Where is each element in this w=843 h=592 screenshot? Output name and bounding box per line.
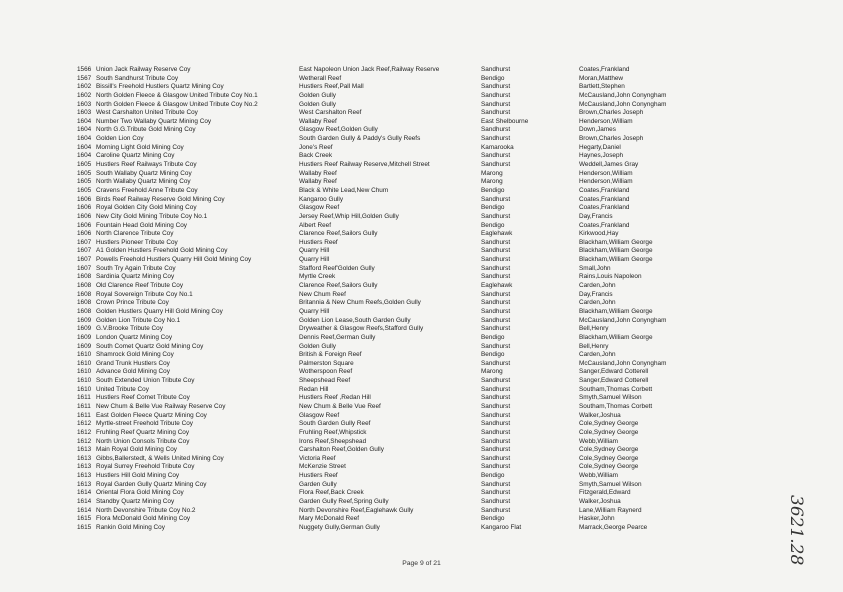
row-location: Mary McDonald Reef <box>299 515 360 523</box>
row-district: Sandhurst <box>481 135 511 143</box>
row-number: 1612 <box>77 428 92 436</box>
row-district: Sandhurst <box>481 420 511 428</box>
row-number: 1606 <box>77 230 92 238</box>
row-number: 1604 <box>77 126 92 134</box>
row-number: 1603 <box>77 100 92 108</box>
row-owner: Bell,Henry <box>579 342 609 350</box>
row-district: Bendigo <box>481 472 505 480</box>
row-number: 1608 <box>77 307 92 315</box>
row-company-name: Birds Reef Railway Reserve Gold Mining Coy <box>96 195 225 203</box>
row-number: 1611 <box>77 394 91 402</box>
row-district: Sandhurst <box>481 100 511 108</box>
row-location: Hustlers Reef Railway Reserve,Mitchell Street <box>299 161 430 169</box>
row-location: Carshalton Reef,Golden Gully <box>299 446 384 454</box>
row-owner: McCausland,John Conyngham <box>579 316 667 324</box>
row-company-name: South Comet Quartz Gold Mining Coy <box>96 342 204 350</box>
row-location: Quarry Hill <box>299 256 330 264</box>
row-number: 1610 <box>77 377 92 385</box>
row-district: Kamarooka <box>481 143 514 151</box>
row-number: 1611 <box>77 402 91 410</box>
row-location: New Chum & Belle Vue Reef <box>299 402 381 410</box>
row-district: Kangaroo Flat <box>481 523 522 531</box>
row-company-name: North Clarence Tribute Coy <box>96 230 174 238</box>
row-company-name: Advance Gold Mining Coy <box>96 368 170 376</box>
row-owner: Brown,Charles Joseph <box>579 109 644 117</box>
row-location: Quarry Hill <box>299 247 330 255</box>
row-company-name: North Union Consols Tribute Coy <box>96 437 190 445</box>
row-company-name: Fountain Head Gold Mining Coy <box>96 221 187 229</box>
row-owner: Cole,Sydney George <box>579 454 639 462</box>
row-district: Sandhurst <box>481 394 511 402</box>
row-company-name: Number Two Wallaby Quartz Mining Coy <box>96 117 212 125</box>
row-company-name: A1 Golden Hustlers Freehold Gold Mining Coy <box>96 247 228 255</box>
row-company-name: North Golden Fleece & Glasgow United Tribute Coy No.1 <box>96 91 258 99</box>
row-district: Sandhurst <box>481 480 511 488</box>
row-number: 1613 <box>77 472 92 480</box>
row-location: Quarry Hill <box>299 307 330 315</box>
row-owner: Webb,William <box>579 437 618 445</box>
row-owner: Hasker,John <box>579 515 615 523</box>
row-owner: Southam,Thomas Corbett <box>579 385 653 393</box>
row-owner: Henderson,William <box>579 169 633 177</box>
row-district: Sandhurst <box>481 437 511 445</box>
row-number: 1606 <box>77 204 92 212</box>
row-company-name: Golden Lion Tribute Coy No.1 <box>96 316 181 324</box>
row-owner: Sanger,Edward Cotterell <box>579 368 649 376</box>
row-district: East Shelbourne <box>481 117 529 125</box>
row-owner: Cole,Sydney George <box>579 446 639 454</box>
row-company-name: North Devonshire Tribute Coy No.2 <box>96 506 196 514</box>
row-owner: Southam,Thomas Corbett <box>579 402 653 410</box>
row-location: Britannia & New Chum Reefs,Golden Gully <box>299 299 421 307</box>
row-number: 1605 <box>77 161 92 169</box>
row-location: Stafford Reef'Golden Gully <box>299 264 375 272</box>
row-company-name: Royal Golden City Gold Mining Coy <box>96 204 197 212</box>
row-number: 1609 <box>77 333 92 341</box>
row-owner: Cole,Sydney George <box>579 463 639 471</box>
row-number: 1610 <box>77 351 92 359</box>
row-location: Hustlers Reef,Pall Mall <box>299 83 364 91</box>
row-district: Sandhurst <box>481 316 511 324</box>
row-owner: Lane,William Raynerd <box>579 506 642 514</box>
row-company-name: Cravens Freehold Anne Tribute Coy <box>96 186 198 194</box>
row-location: West Carshalton Reef <box>299 109 362 117</box>
row-owner: Henderson,William <box>579 117 633 125</box>
row-number: 1614 <box>77 498 92 506</box>
row-number: 1608 <box>77 282 92 290</box>
row-district: Sandhurst <box>481 152 511 160</box>
row-district: Sandhurst <box>481 212 511 220</box>
row-district: Marong <box>481 368 503 376</box>
column-district <box>481 66 528 533</box>
row-owner: Coates,Frankland <box>579 66 630 73</box>
row-owner: Down,James <box>579 126 616 134</box>
row-location: Flora Reef,Back Creek <box>299 489 364 497</box>
row-owner: Coates,Frankland <box>579 186 630 194</box>
row-location: Wallaby Reef <box>299 117 337 125</box>
row-owner: Day,Francis <box>579 290 613 298</box>
row-location: Albert Reef <box>299 221 331 229</box>
row-owner: Blackham,William George <box>579 333 653 341</box>
page-footer: Page 9 of 21 <box>402 560 441 567</box>
row-district: Bendigo <box>481 74 505 82</box>
row-owner: Webb,William <box>579 472 618 480</box>
row-owner: Moran,Matthew <box>579 74 624 82</box>
row-company-name: South Wallaby Quartz Mining Coy <box>96 169 192 177</box>
row-district: Sandhurst <box>481 273 511 281</box>
row-district: Sandhurst <box>481 307 511 315</box>
row-location: Palmerston Square <box>299 359 354 367</box>
row-district: Bendigo <box>481 351 505 359</box>
row-company-name: Flora McDonald Gold Mining Coy <box>96 515 191 523</box>
row-district: Sandhurst <box>481 385 511 393</box>
row-owner: Blackham,William George <box>579 256 653 264</box>
row-company-name: Main Royal Gold Mining Coy <box>96 446 177 454</box>
row-location: New Chum Reef <box>299 290 346 298</box>
row-location: Jersey Reef,Whip Hill,Golden Gully <box>299 212 399 220</box>
row-company-name: Golden Hustlers Quarry Hill Gold Mining Coy <box>96 307 223 315</box>
row-owner: Sanger,Edward Cotterell <box>579 377 649 385</box>
row-location: Golden Lion Lease,South Garden Gully <box>299 316 411 324</box>
row-company-name: South Extended Union Tribute Coy <box>96 377 195 385</box>
row-company-name: Bissill's Freehold Hustlers Quartz Mining Coy <box>96 83 224 91</box>
row-number: 1615 <box>77 523 92 531</box>
row-district: Eaglehawk <box>481 230 513 238</box>
row-company-name: Royal Sovereign Tribute Coy No.1 <box>96 290 193 298</box>
row-district: Sandhurst <box>481 161 511 169</box>
row-location: Clarence Reef,Sailors Gully <box>299 282 378 290</box>
row-company-name: Union Jack Railway Reserve Coy <box>96 66 191 73</box>
row-company-name: Oriental Flora Gold Mining Coy <box>96 489 184 497</box>
row-district: Sandhurst <box>481 377 511 385</box>
row-location: Hustlers Reef ,Redan Hill <box>299 394 371 402</box>
row-location: East Napoleon Union Jack Reef,Railway Reserve <box>299 66 440 73</box>
row-district: Sandhurst <box>481 126 511 134</box>
row-company-name: Royal Surrey Freehold Tribute Coy <box>96 463 195 471</box>
row-number: 1613 <box>77 480 92 488</box>
row-company-name: Royal Garden Gully Quartz Mining Coy <box>96 480 207 488</box>
row-district: Sandhurst <box>481 91 511 99</box>
row-owner: Haynes,Joseph <box>579 152 624 160</box>
row-district: Bendigo <box>481 515 505 523</box>
row-owner: McCausland,John Conyngham <box>579 100 667 108</box>
row-company-name: Hustlers Reef Railways Tribute Coy <box>96 161 197 169</box>
row-number: 1608 <box>77 273 92 281</box>
row-district: Sandhurst <box>481 402 511 410</box>
row-owner: Carden,John <box>579 351 616 359</box>
row-location: Back Creek <box>299 152 333 160</box>
column-company-name <box>96 66 258 533</box>
row-company-name: Gibbs,Ballerstedt, & Wells United Mining Coy <box>96 454 224 462</box>
row-owner: Walker,Joshua <box>579 498 621 506</box>
row-owner: Cole,Sydney George <box>579 420 639 428</box>
row-location: Dryweather & Glasgow Reefs,Stafford Gully <box>299 325 424 333</box>
row-location: North Devonshire Reef,Eaglehawk Gully <box>299 506 414 514</box>
row-location: Myrtle Creek <box>299 273 336 281</box>
row-location: Wotherspoon Reef <box>299 368 353 376</box>
row-number: 1609 <box>77 316 92 324</box>
row-district: Sandhurst <box>481 66 511 73</box>
row-number: 1607 <box>77 238 92 246</box>
row-owner: Small,John <box>579 264 611 272</box>
row-location: Glasgow Reef,Golden Gully <box>299 126 378 134</box>
row-owner: Blackham,William George <box>579 238 653 246</box>
row-district: Bendigo <box>481 186 505 194</box>
row-owner: Henderson,William <box>579 178 633 186</box>
row-location: Garden Gully Reef,Spring Gully <box>299 498 389 506</box>
row-location: Fruhling Reef,Whipstick <box>299 428 367 436</box>
row-owner: Weddell,James Gray <box>579 161 639 169</box>
row-owner: Brown,Charles Joseph <box>579 135 644 143</box>
row-company-name: East Golden Fleece Quartz Mining Coy <box>96 411 207 419</box>
row-district: Sandhurst <box>481 109 511 117</box>
row-company-name: North Golden Fleece & Glasgow United Tribute Coy No.2 <box>96 100 258 108</box>
row-location: Golden Gully <box>299 342 336 350</box>
row-owner: Cole,Sydney George <box>579 428 639 436</box>
row-company-name: South Sandhurst Tribute Coy <box>96 74 179 82</box>
row-number: 1566 <box>77 66 92 73</box>
row-district: Sandhurst <box>481 506 511 514</box>
row-number: 1614 <box>77 489 92 497</box>
row-district: Sandhurst <box>481 325 511 333</box>
row-number: 1610 <box>77 368 92 376</box>
row-location: Garden Gully <box>299 480 337 488</box>
row-district: Eaglehawk <box>481 282 513 290</box>
row-owner: Smyth,Samuel Wilson <box>579 394 642 402</box>
row-district: Sandhurst <box>481 195 511 203</box>
row-location: McKenzie Street <box>299 463 346 471</box>
row-company-name: Caroline Quartz Mining Coy <box>96 152 175 160</box>
row-number: 1604 <box>77 117 92 125</box>
row-number: 1612 <box>77 420 92 428</box>
row-number: 1609 <box>77 325 92 333</box>
row-district: Marong <box>481 169 503 177</box>
row-owner: Bell,Henry <box>579 325 609 333</box>
row-owner: Carden,John <box>579 282 616 290</box>
row-owner: Day,Francis <box>579 212 613 220</box>
row-district: Sandhurst <box>481 83 511 91</box>
row-district: Sandhurst <box>481 299 511 307</box>
row-owner: Marrack,George Pearce <box>579 523 648 531</box>
row-owner: Hegarty,Daniel <box>579 143 621 151</box>
column-location <box>299 66 439 533</box>
row-number: 1603 <box>77 109 92 117</box>
row-number: 1602 <box>77 91 92 99</box>
row-district: Sandhurst <box>481 264 511 272</box>
row-location: Victoria Reef <box>299 454 336 462</box>
column-owner <box>579 66 666 533</box>
row-number: 1606 <box>77 221 92 229</box>
row-company-name: South Try Again Tribute Coy <box>96 264 176 272</box>
row-location: Glasgow Reef <box>299 411 340 419</box>
row-company-name: Hustlers Pioneer Tribute Coy <box>96 238 178 246</box>
row-company-name: Sardinia Quartz Mining Coy <box>96 273 175 281</box>
row-owner: Kirkwood,Hay <box>579 230 619 238</box>
row-company-name: Hustlers Reef Comet Tribute Coy <box>96 394 190 402</box>
row-company-name: Rankin Gold Mining Coy <box>96 523 165 531</box>
row-company-name: Standby Quartz Mining Coy <box>96 498 175 506</box>
row-location: Wetherall Reef <box>299 74 342 82</box>
row-number: 1608 <box>77 299 92 307</box>
row-owner: Blackham,William George <box>579 307 653 315</box>
row-district: Sandhurst <box>481 428 511 436</box>
row-company-name: Golden Lion Coy <box>96 135 144 143</box>
row-location: Golden Gully <box>299 91 336 99</box>
row-owner: Carden,John <box>579 299 616 307</box>
row-district: Sandhurst <box>481 256 511 264</box>
row-number: 1604 <box>77 135 92 143</box>
row-company-name: United Tribute Coy <box>96 385 149 393</box>
row-location: Wallaby Reef <box>299 169 337 177</box>
row-number: 1611 <box>77 411 91 419</box>
row-company-name: Crown Prince Tribute Coy <box>96 299 169 307</box>
row-company-name: Morning Light Gold Mining Coy <box>96 143 184 151</box>
row-district: Sandhurst <box>481 359 511 367</box>
row-owner: McCausland,John Conyngham <box>579 91 667 99</box>
handwritten-annotation: 3621.28 <box>786 495 806 566</box>
column-number <box>77 66 91 533</box>
row-owner: Smyth,Samuel Wilson <box>579 480 642 488</box>
row-location: Nuggety Gully,German Gully <box>299 523 380 531</box>
row-company-name: North Wallaby Quartz Mining Coy <box>96 178 191 186</box>
row-number: 1610 <box>77 359 92 367</box>
row-owner: Coates,Frankland <box>579 221 630 229</box>
row-number: 1613 <box>77 446 92 454</box>
row-owner: Walker,Joshua <box>579 411 621 419</box>
row-district: Bendigo <box>481 333 505 341</box>
row-company-name: North G.G.Tribute Gold Mining Coy <box>96 126 196 134</box>
row-district: Sandhurst <box>481 247 511 255</box>
row-number: 1607 <box>77 256 92 264</box>
row-company-name: New City Gold Mining Tribute Coy No.1 <box>96 212 208 220</box>
row-location: Irons Reef,Sheepshead <box>299 437 367 445</box>
row-company-name: Fruhling Reef Quartz Mining Coy <box>96 428 190 436</box>
row-location: Glasgow Reef <box>299 204 340 212</box>
row-owner: Rains,Louis Napoleon <box>579 273 642 281</box>
row-number: 1613 <box>77 454 92 462</box>
row-number: 1607 <box>77 264 92 272</box>
row-number: 1605 <box>77 169 92 177</box>
row-district: Sandhurst <box>481 238 511 246</box>
row-company-name: Old Clarence Reef Tribute Coy <box>96 282 184 290</box>
row-number: 1609 <box>77 342 92 350</box>
row-district: Bendigo <box>481 204 505 212</box>
row-location: Clarence Reef,Sailors Gully <box>299 230 378 238</box>
row-company-name: Myrtle-street Freehold Tribute Coy <box>96 420 193 428</box>
row-company-name: Powells Freehold Hustlers Quarry Hill Gold Mining Coy <box>96 256 252 264</box>
row-owner: Coates,Frankland <box>579 195 630 203</box>
row-number: 1606 <box>77 195 92 203</box>
row-number: 1614 <box>77 506 92 514</box>
row-company-name: Shamrock Gold Mining Coy <box>96 351 174 359</box>
row-location: Black & White Lead,New Chum <box>299 186 389 194</box>
row-number: 1606 <box>77 212 92 220</box>
row-location: South Garden Gully Reef <box>299 420 371 428</box>
row-location: Sheepshead Reef <box>299 377 351 385</box>
row-number: 1613 <box>77 463 92 471</box>
row-location: South Garden Gully & Paddy's Gully Reefs <box>299 135 421 143</box>
row-number: 1567 <box>77 74 92 82</box>
row-number: 1604 <box>77 143 92 151</box>
row-location: Redan Hill <box>299 385 329 393</box>
row-location: Jone's Reef <box>299 143 333 151</box>
row-location: Hustlers Reef <box>299 238 338 246</box>
row-district: Sandhurst <box>481 463 511 471</box>
row-owner: Fitzgerald,Edward <box>579 489 631 497</box>
row-owner: Coates,Frankland <box>579 204 630 212</box>
row-number: 1615 <box>77 515 92 523</box>
row-owner: McCausland,John Conyngham <box>579 359 667 367</box>
row-number: 1610 <box>77 385 92 393</box>
row-location: Golden Gully <box>299 100 336 108</box>
row-number: 1602 <box>77 83 92 91</box>
row-location: Dennis Reef,German Gully <box>299 333 376 341</box>
row-company-name: Grand Trunk Hustlers Coy <box>96 359 170 367</box>
row-company-name: New Chum & Belle Vue Railway Reserve Coy <box>96 402 226 410</box>
row-district: Bendigo <box>481 221 505 229</box>
row-district: Sandhurst <box>481 411 511 419</box>
row-district: Sandhurst <box>481 446 511 454</box>
row-district: Marong <box>481 178 503 186</box>
row-number: 1605 <box>77 178 92 186</box>
row-location: Kangaroo Gully <box>299 195 344 203</box>
row-location: Hustlers Reef <box>299 472 338 480</box>
row-district: Sandhurst <box>481 342 511 350</box>
row-district: Sandhurst <box>481 290 511 298</box>
row-number: 1605 <box>77 186 92 194</box>
row-number: 1612 <box>77 437 92 445</box>
row-location: British & Foreign Reef <box>299 351 362 359</box>
row-company-name: London Quartz Mining Coy <box>96 333 173 341</box>
row-district: Sandhurst <box>481 489 511 497</box>
row-district: Sandhurst <box>481 454 511 462</box>
row-location: Wallaby Reef <box>299 178 337 186</box>
row-number: 1604 <box>77 152 92 160</box>
row-company-name: Hustlers Hill Gold Mining Coy <box>96 472 180 480</box>
row-number: 1607 <box>77 247 92 255</box>
row-district: Sandhurst <box>481 498 511 506</box>
row-company-name: West Carshalton United Tribute Coy <box>96 109 198 117</box>
row-company-name: G.V.Brooke Tribute Coy <box>96 325 163 333</box>
row-owner: Bartlett,Stephen <box>579 83 625 91</box>
row-owner: Blackham,William George <box>579 247 653 255</box>
row-number: 1608 <box>77 290 92 298</box>
